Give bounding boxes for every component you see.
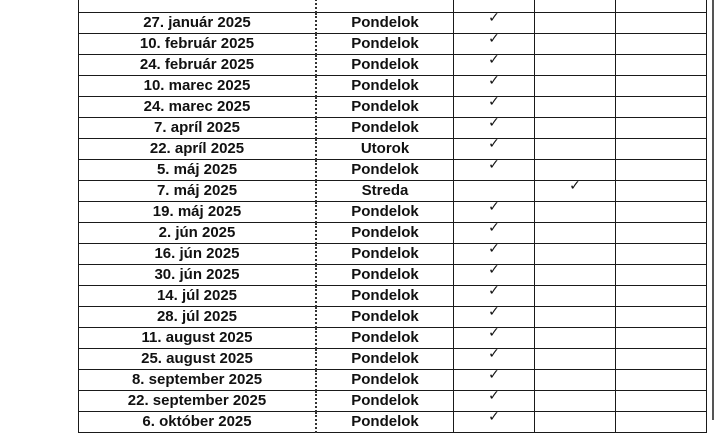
- check-cell-2: [535, 265, 616, 286]
- weekday-cell: Pondelok: [316, 244, 454, 265]
- check-cell-2: [535, 244, 616, 265]
- date-cell: 7. máj 2025: [79, 181, 317, 202]
- check-cell-2: [535, 307, 616, 328]
- date-cell: 2. jún 2025: [79, 223, 317, 244]
- table-row: [79, 34, 707, 55]
- checkmark-icon: ✓: [488, 241, 500, 257]
- check-cell-2: [535, 391, 616, 412]
- weekday-cell: Pondelok: [316, 307, 454, 328]
- date-cell: 24. február 2025: [79, 55, 317, 76]
- date-cell: 30. jún 2025: [79, 265, 317, 286]
- table-row: [79, 391, 707, 412]
- check-cell-2: [535, 328, 616, 349]
- date-cell: 10. marec 2025: [79, 76, 317, 97]
- table-row: [79, 160, 707, 181]
- weekday-cell: Pondelok: [316, 412, 454, 433]
- empty-cell: [616, 97, 707, 118]
- empty-cell: [616, 349, 707, 370]
- table-row: [79, 307, 707, 328]
- check-cell-1: [454, 157, 535, 181]
- checkmark-icon: ✓: [488, 220, 500, 236]
- date-cell: 16. jún 2025: [79, 244, 317, 265]
- empty-cell: [616, 286, 707, 307]
- table-row: [79, 0, 707, 13]
- checkmark-icon: ✓: [488, 10, 500, 26]
- date-cell: 27. január 2025: [79, 13, 317, 34]
- check-cell-2: [535, 76, 616, 97]
- checkmark-icon: ✓: [488, 52, 500, 68]
- table-row: [79, 181, 707, 202]
- weekday-cell: Pondelok: [316, 286, 454, 307]
- table-row: [79, 412, 707, 433]
- date-cell: 19. máj 2025: [79, 202, 317, 223]
- empty-cell: [616, 181, 707, 202]
- date-cell: 5. máj 2025: [79, 160, 317, 181]
- weekday-cell: Pondelok: [316, 55, 454, 76]
- check-cell-2: [535, 118, 616, 139]
- date-cell: 28. júl 2025: [79, 307, 317, 328]
- date-cell: 14. júl 2025: [79, 286, 317, 307]
- empty-cell: [616, 412, 707, 433]
- date-cell: 22. apríl 2025: [79, 139, 317, 160]
- checkmark-icon: ✓: [488, 367, 500, 383]
- weekday-cell: [316, 0, 454, 13]
- date-cell: 10. február 2025: [79, 34, 317, 55]
- weekday-cell: Pondelok: [316, 202, 454, 223]
- table-row: [79, 223, 707, 244]
- schedule-table-body: [79, 0, 707, 433]
- empty-cell: [616, 265, 707, 286]
- weekday-cell: Pondelok: [316, 97, 454, 118]
- table-row: [79, 139, 707, 160]
- empty-cell: [616, 328, 707, 349]
- empty-cell: [616, 391, 707, 412]
- checkmark-icon: ✓: [488, 388, 500, 404]
- checkmark-icon: ✓: [488, 94, 500, 110]
- check-cell-2: [535, 349, 616, 370]
- check-cell-2: [535, 0, 616, 13]
- table-row: [79, 265, 707, 286]
- empty-cell: [616, 160, 707, 181]
- table-row: [79, 118, 707, 139]
- weekday-cell: Pondelok: [316, 13, 454, 34]
- check-cell-2: [535, 412, 616, 433]
- checkmark-icon: ✓: [488, 283, 500, 299]
- date-cell: 22. september 2025: [79, 391, 317, 412]
- schedule-table: [78, 0, 707, 433]
- table-row: [79, 328, 707, 349]
- table-row: [79, 244, 707, 265]
- empty-cell: [616, 244, 707, 265]
- date-cell: 11. august 2025: [79, 328, 317, 349]
- check-cell-2: [535, 139, 616, 160]
- weekday-cell: Pondelok: [316, 265, 454, 286]
- check-cell-1: [454, 409, 535, 433]
- empty-cell: [616, 202, 707, 223]
- table-row: [79, 55, 707, 76]
- check-cell-2: [535, 178, 616, 202]
- empty-cell: [616, 13, 707, 34]
- check-cell-2: [535, 34, 616, 55]
- table-row: [79, 202, 707, 223]
- table-row: [79, 76, 707, 97]
- checkmark-icon: ✓: [488, 157, 500, 173]
- check-cell-2: [535, 223, 616, 244]
- date-cell: 7. apríl 2025: [79, 118, 317, 139]
- weekday-cell: Pondelok: [316, 118, 454, 139]
- weekday-cell: Pondelok: [316, 349, 454, 370]
- date-cell: 24. marec 2025: [79, 97, 317, 118]
- weekday-cell: Pondelok: [316, 223, 454, 244]
- date-cell: 25. august 2025: [79, 349, 317, 370]
- check-cell-2: [535, 370, 616, 391]
- checkmark-icon: ✓: [569, 178, 581, 194]
- checkmark-icon: ✓: [488, 304, 500, 320]
- weekday-cell: Pondelok: [316, 391, 454, 412]
- checkmark-icon: ✓: [488, 325, 500, 341]
- checkmark-icon: ✓: [488, 115, 500, 131]
- table-row: [79, 370, 707, 391]
- checkmark-icon: ✓: [488, 262, 500, 278]
- check-cell-2: [535, 286, 616, 307]
- page-edge-line: [712, 0, 714, 420]
- table-row: [79, 97, 707, 118]
- checkmark-icon: ✓: [488, 136, 500, 152]
- check-cell-2: [535, 202, 616, 223]
- weekday-cell: Pondelok: [316, 328, 454, 349]
- checkmark-icon: ✓: [488, 199, 500, 215]
- weekday-cell: Pondelok: [316, 370, 454, 391]
- date-cell: [79, 0, 317, 13]
- weekday-cell: Pondelok: [316, 160, 454, 181]
- empty-cell: [616, 139, 707, 160]
- empty-cell: [616, 34, 707, 55]
- empty-cell: [616, 370, 707, 391]
- empty-cell: [616, 55, 707, 76]
- date-cell: 8. september 2025: [79, 370, 317, 391]
- checkmark-icon: ✓: [488, 73, 500, 89]
- table-row: [79, 286, 707, 307]
- empty-cell: [616, 0, 707, 13]
- weekday-cell: Utorok: [316, 139, 454, 160]
- weekday-cell: Pondelok: [316, 34, 454, 55]
- check-cell-2: [535, 13, 616, 34]
- table-row: [79, 13, 707, 34]
- checkmark-icon: ✓: [488, 409, 500, 425]
- checkmark-icon: ✓: [488, 31, 500, 47]
- empty-cell: [616, 307, 707, 328]
- check-cell-2: [535, 97, 616, 118]
- empty-cell: [616, 223, 707, 244]
- date-cell: 6. október 2025: [79, 412, 317, 433]
- empty-cell: [616, 118, 707, 139]
- check-cell-2: [535, 55, 616, 76]
- checkmark-icon: ✓: [488, 346, 500, 362]
- empty-cell: [616, 76, 707, 97]
- table-row: [79, 349, 707, 370]
- weekday-cell: Streda: [316, 181, 454, 202]
- weekday-cell: Pondelok: [316, 76, 454, 97]
